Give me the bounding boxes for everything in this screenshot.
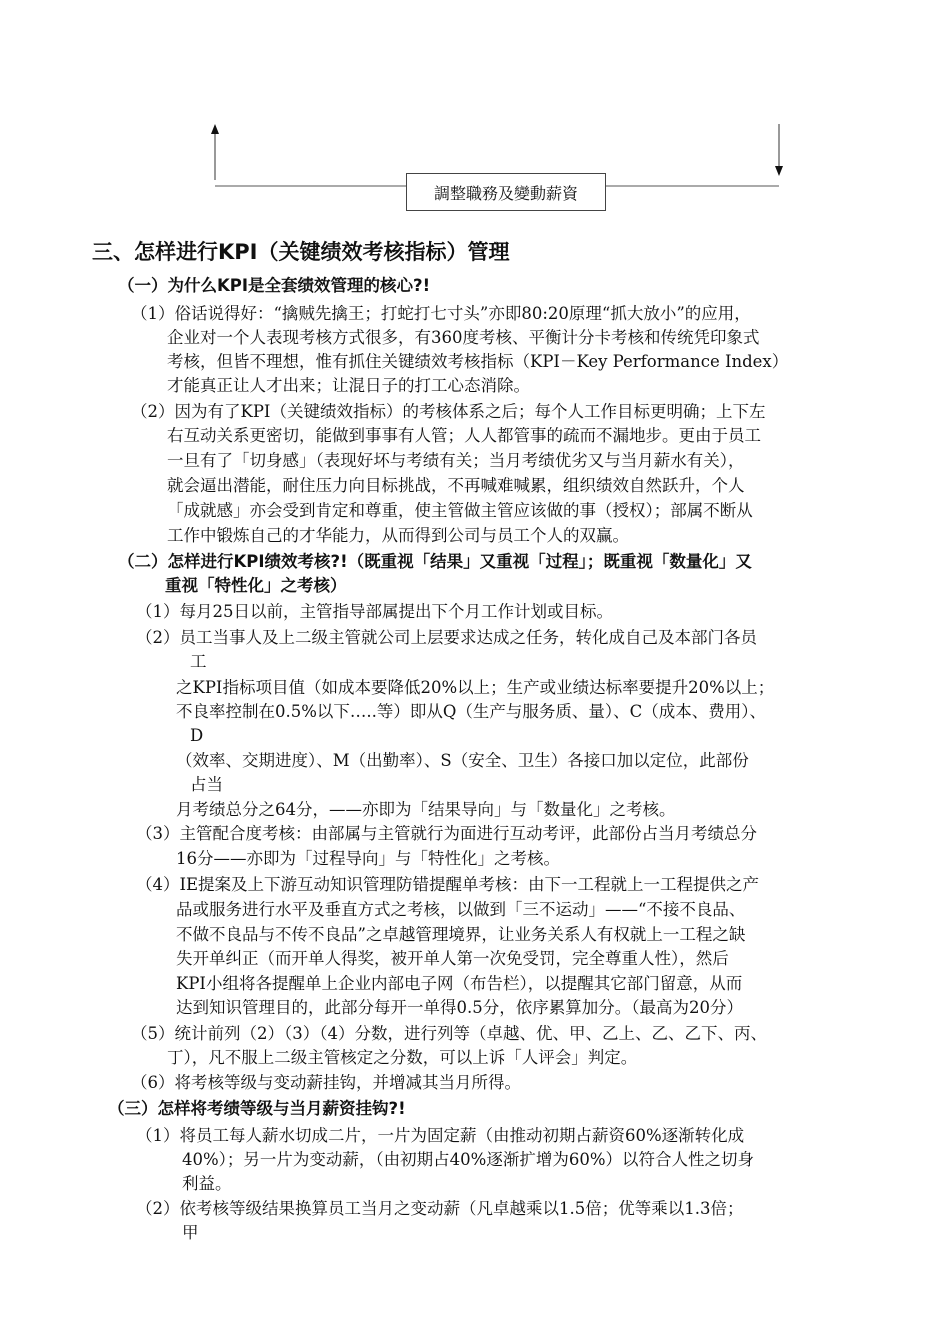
text-line: （1）将员工每人薪水切成二片，一片为固定薪（由推动初期占薪资60%逐渐转化成 — [136, 1126, 745, 1145]
text-line: 失开单纠正（而开单人得奖，被开单人第一次免受罚，完全尊重人性），然后 — [176, 949, 729, 968]
text-line: 品或服务进行水平及垂直方式之考核，以做到「三不运动」——“不接不良品、 — [176, 900, 746, 919]
text-line: （5）统计前列（2）（3）（4）分数，进行列等（卓越、优、甲、乙上、乙、乙下、丙、 — [131, 1024, 767, 1043]
flow-box-adjust-salary — [406, 173, 606, 211]
text-line: （2）因为有了KPI（关键绩效指标）的考核体系之后；每个人工作目标更明确；上下左 — [131, 402, 766, 421]
text-line: 利益。 — [182, 1174, 232, 1193]
text-line: 丁），凡不服上二级主管核定之分数，可以上诉「人评会」判定。 — [167, 1048, 638, 1067]
text-line: 工作中锻炼自己的才华能力，从而得到公司与员工个人的双赢。 — [167, 526, 629, 545]
text-line: 一旦有了「切身感」（表现好坏与考绩有关；当月考绩优劣又与当月薪水有关）， — [167, 451, 745, 470]
text-line: 达到知识管理目的，此部分每开一单得0.5分，依序累算加分。（最高为20分） — [176, 998, 743, 1017]
text-line: （4）IE提案及上下游互动知识管理防错提醒单考核：由下一工程就上一工程提供之产 — [136, 875, 760, 894]
text-line: 就会逼出潜能，耐住压力向目标挑战，不再喊难喊累，组织绩效自然跃升，个人 — [167, 476, 745, 495]
text-line: （3）主管配合度考核：由部属与主管就行为面进行互动考评，此部份占当月考绩总分 — [136, 824, 757, 843]
text-line: 不做不良品与不传不良品”之卓越管理境界，让业务关系人有权就上一工程之缺 — [176, 925, 746, 944]
arrow-up-icon — [211, 124, 219, 134]
text-line: （2）依考核等级结果换算员工当月之变动薪（凡卓越乘以1.5倍；优等乘以1.3倍； — [136, 1199, 744, 1218]
text-line: 不良率控制在0.5%以下…..等）即从Q（生产与服务质、量）、C（成本、费用）、 — [176, 702, 767, 721]
text-line: 40%）；另一片为变动薪，（由初期占40%逐渐扩增为60%）以符合人性之切身 — [182, 1150, 755, 1169]
text-line: （6）将考核等级与变动薪挂钩，并增减其当月所得。 — [131, 1073, 521, 1092]
text-line: 右互动关系更密切，能做到事事有人管；人人都管事的疏而不漏地步。更由于员工 — [167, 426, 761, 445]
text-line: 之KPI指标项目值（如成本要降低20%以上；生产或业绩达标率要提升20%以上； — [176, 678, 775, 697]
subsection-heading-2-cont: 重视「特性化」之考核） — [165, 576, 347, 595]
text-line: 甲 — [182, 1223, 199, 1242]
subsection-heading-3: （三）怎样将考绩等级与当月薪资挂钩?! — [108, 1099, 406, 1118]
text-line: （效率、交期进度）、M（出勤率）、S（安全、卫生）各接口加以定位，此部份 — [176, 751, 749, 770]
text-line: KPI小组将各提醒单上企业内部电子网（布告栏），以提醒其它部门留意，从而 — [176, 974, 743, 993]
text-line: 16分——亦即为「过程导向」与「特性化」之考核。 — [176, 849, 560, 868]
flow-box-label: 調整職務及變動薪資 — [433, 183, 578, 203]
text-line: 占当 — [190, 775, 223, 794]
text-line: （2）员工当事人及上二级主管就公司上层要求达成之任务，转化成自己及本部门各员 — [136, 628, 757, 647]
text-line: 工 — [190, 652, 207, 671]
text-line: D — [190, 726, 204, 745]
text-line: 才能真正让人才出来；让混日子的打工心态消除。 — [167, 376, 530, 395]
text-line: （1）俗话说得好：“擒贼先擒王；打蛇打七寸头”亦即80:20原理“抓大放小”的应用， — [131, 304, 751, 323]
text-line: 企业对一个人表现考核方式很多，有360度考核、平衡计分卡考核和传统凭印象式 — [167, 328, 760, 347]
arrow-down-icon — [775, 166, 783, 176]
text-line: 考核，但皆不理想，惟有抓住关键绩效考核指标（KPI－Key Performance Index） — [167, 352, 789, 371]
text-line: 月考绩总分之64分，——亦即为「结果导向」与「数量化」之考核。 — [176, 800, 676, 819]
text-line: （1）每月25日以前，主管指导部属提出下个月工作计划或目标。 — [136, 602, 613, 621]
section-title: 三、怎样进行KPI（关键绩效考核指标）管理 — [92, 240, 510, 264]
text-line: 「成就感」亦会受到肯定和尊重，使主管做主管应该做的事（授权）；部属不断从 — [167, 501, 753, 520]
subsection-heading-1: （一）为什么KPI是全套绩效管理的核心?! — [118, 276, 431, 295]
subsection-heading-2: （二）怎样进行KPI绩效考核?!（既重视「结果」又重视「过程」；既重视「数量化」又 — [118, 552, 752, 571]
